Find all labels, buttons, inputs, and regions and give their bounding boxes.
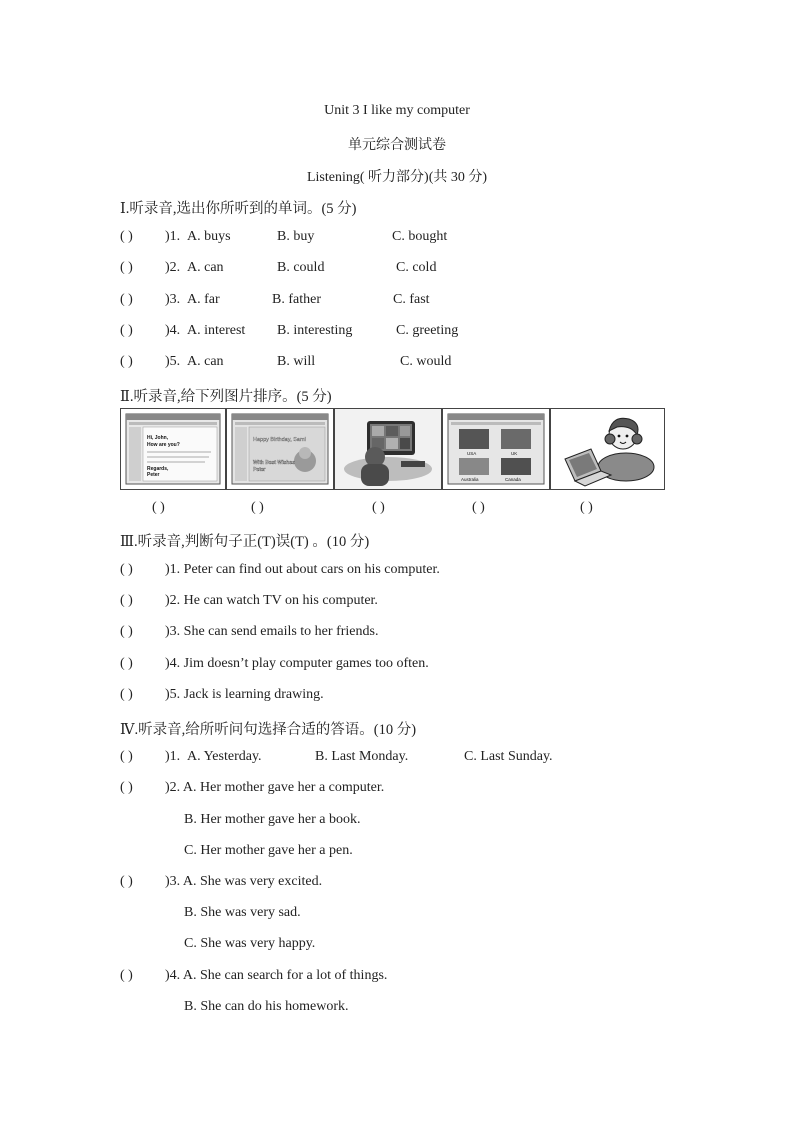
option-c: C. bought <box>392 229 448 244</box>
answer-blank[interactable]: ( ) <box>120 229 133 244</box>
answer-blank[interactable]: ( ) <box>120 562 133 577</box>
ecard-wishes: With Best Wishes <box>253 460 295 466</box>
option-a: A. can <box>187 354 224 369</box>
picture-answer-blank[interactable]: ( ) <box>251 500 264 515</box>
ecard-window-icon <box>227 409 333 489</box>
country-label: UK <box>511 451 518 456</box>
item-number: )4. <box>165 323 181 338</box>
option-b: B. Last Monday. <box>315 749 409 764</box>
answer-blank[interactable]: ( ) <box>120 323 133 338</box>
email-greeting: Hi, John, <box>147 435 169 441</box>
email-sender: Peter <box>147 472 160 478</box>
option-b: B. interesting <box>277 323 353 338</box>
answer-blank[interactable]: ( ) <box>120 624 133 639</box>
option-c: C. Her mother gave her a pen. <box>184 843 353 858</box>
item-number: )1. <box>165 229 181 244</box>
answer-blank[interactable]: ( ) <box>120 780 133 795</box>
document-title: Unit 3 I like my computer <box>324 103 470 118</box>
picture-answer-blank[interactable]: ( ) <box>472 500 485 515</box>
section-3-heading: Ⅲ.听录音,判断句子正(T)误(T) 。(10 分) <box>120 534 370 550</box>
item-number: )2. <box>165 260 181 275</box>
option-b: B. She was very sad. <box>184 905 301 920</box>
statement-text: )1. Peter can find out about cars on his computer. <box>165 562 440 577</box>
option-c: C. Last Sunday. <box>464 749 553 764</box>
option-a: )3. A. She was very excited. <box>165 874 323 889</box>
statement-text: )4. Jim doesn’t play computer games too often. <box>165 656 429 671</box>
picture-answer-blank[interactable]: ( ) <box>580 500 593 515</box>
document-subtitle: 单元综合测试卷 <box>348 138 446 153</box>
option-b: B. Her mother gave her a book. <box>184 812 361 827</box>
picture-answer-blank[interactable]: ( ) <box>372 500 385 515</box>
section-1-heading: Ⅰ.听录音,选出你所听到的单词。(5 分) <box>120 201 357 217</box>
option-c: C. cold <box>396 260 437 275</box>
email-window-icon <box>121 409 225 489</box>
country-label: USA <box>467 451 477 456</box>
countries-window-icon <box>443 409 549 489</box>
option-c: C. fast <box>393 292 430 307</box>
picture-ecard <box>226 408 334 490</box>
item-number: )3. <box>165 292 181 307</box>
section-4-heading: Ⅳ.听录音,给所听问句选择合适的答语。(10 分) <box>120 722 417 738</box>
option-b: B. will <box>277 354 316 369</box>
option-a: A. interest <box>187 323 246 338</box>
option-a: A. Yesterday. <box>187 749 262 764</box>
section-2-heading: Ⅱ.听录音,给下列图片排序。(5 分) <box>120 389 332 405</box>
ecard-sender: Peter <box>253 467 266 473</box>
answer-blank[interactable]: ( ) <box>120 593 133 608</box>
option-a: )2. A. Her mother gave her a computer. <box>165 780 385 795</box>
answer-blank[interactable]: ( ) <box>120 292 133 307</box>
picture-girl-laptop <box>550 408 665 490</box>
ecard-greeting: Happy Birthday, Sam! <box>253 437 307 443</box>
picture-answer-blank[interactable]: ( ) <box>152 500 165 515</box>
option-a: A. can <box>187 260 224 275</box>
option-b: B. father <box>272 292 321 307</box>
answer-blank[interactable]: ( ) <box>120 260 133 275</box>
option-a: A. far <box>187 292 220 307</box>
item-number: )1. <box>165 749 181 764</box>
option-b: B. buy <box>277 229 315 244</box>
option-a: )4. A. She can search for a lot of things. <box>165 968 388 983</box>
option-a: A. buys <box>187 229 231 244</box>
picture-boy-computer <box>334 408 442 490</box>
country-label: Australia <box>461 477 479 482</box>
option-c: C. greeting <box>396 323 459 338</box>
girl-laptop-icon <box>551 409 664 489</box>
answer-blank[interactable]: ( ) <box>120 968 133 983</box>
email-question: How are you? <box>147 442 180 448</box>
option-c: C. She was very happy. <box>184 936 316 951</box>
answer-blank[interactable]: ( ) <box>120 874 133 889</box>
answer-blank[interactable]: ( ) <box>120 656 133 671</box>
email-signoff: Regards, <box>147 466 169 472</box>
answer-blank[interactable]: ( ) <box>120 354 133 369</box>
country-label: Canada <box>505 477 521 482</box>
picture-email <box>120 408 226 490</box>
picture-strip <box>120 408 664 490</box>
option-c: C. would <box>400 354 452 369</box>
answer-blank[interactable]: ( ) <box>120 749 133 764</box>
statement-text: )2. He can watch TV on his computer. <box>165 593 378 608</box>
picture-countries <box>442 408 550 490</box>
part-heading: Listening( 听力部分)(共 30 分) <box>306 170 488 185</box>
answer-blank[interactable]: ( ) <box>120 687 133 702</box>
statement-text: )5. Jack is learning drawing. <box>165 687 324 702</box>
boy-computer-icon <box>335 409 441 489</box>
statement-text: )3. She can send emails to her friends. <box>165 624 379 639</box>
option-b: B. She can do his homework. <box>184 999 349 1014</box>
item-number: )5. <box>165 354 181 369</box>
option-b: B. could <box>277 260 325 275</box>
